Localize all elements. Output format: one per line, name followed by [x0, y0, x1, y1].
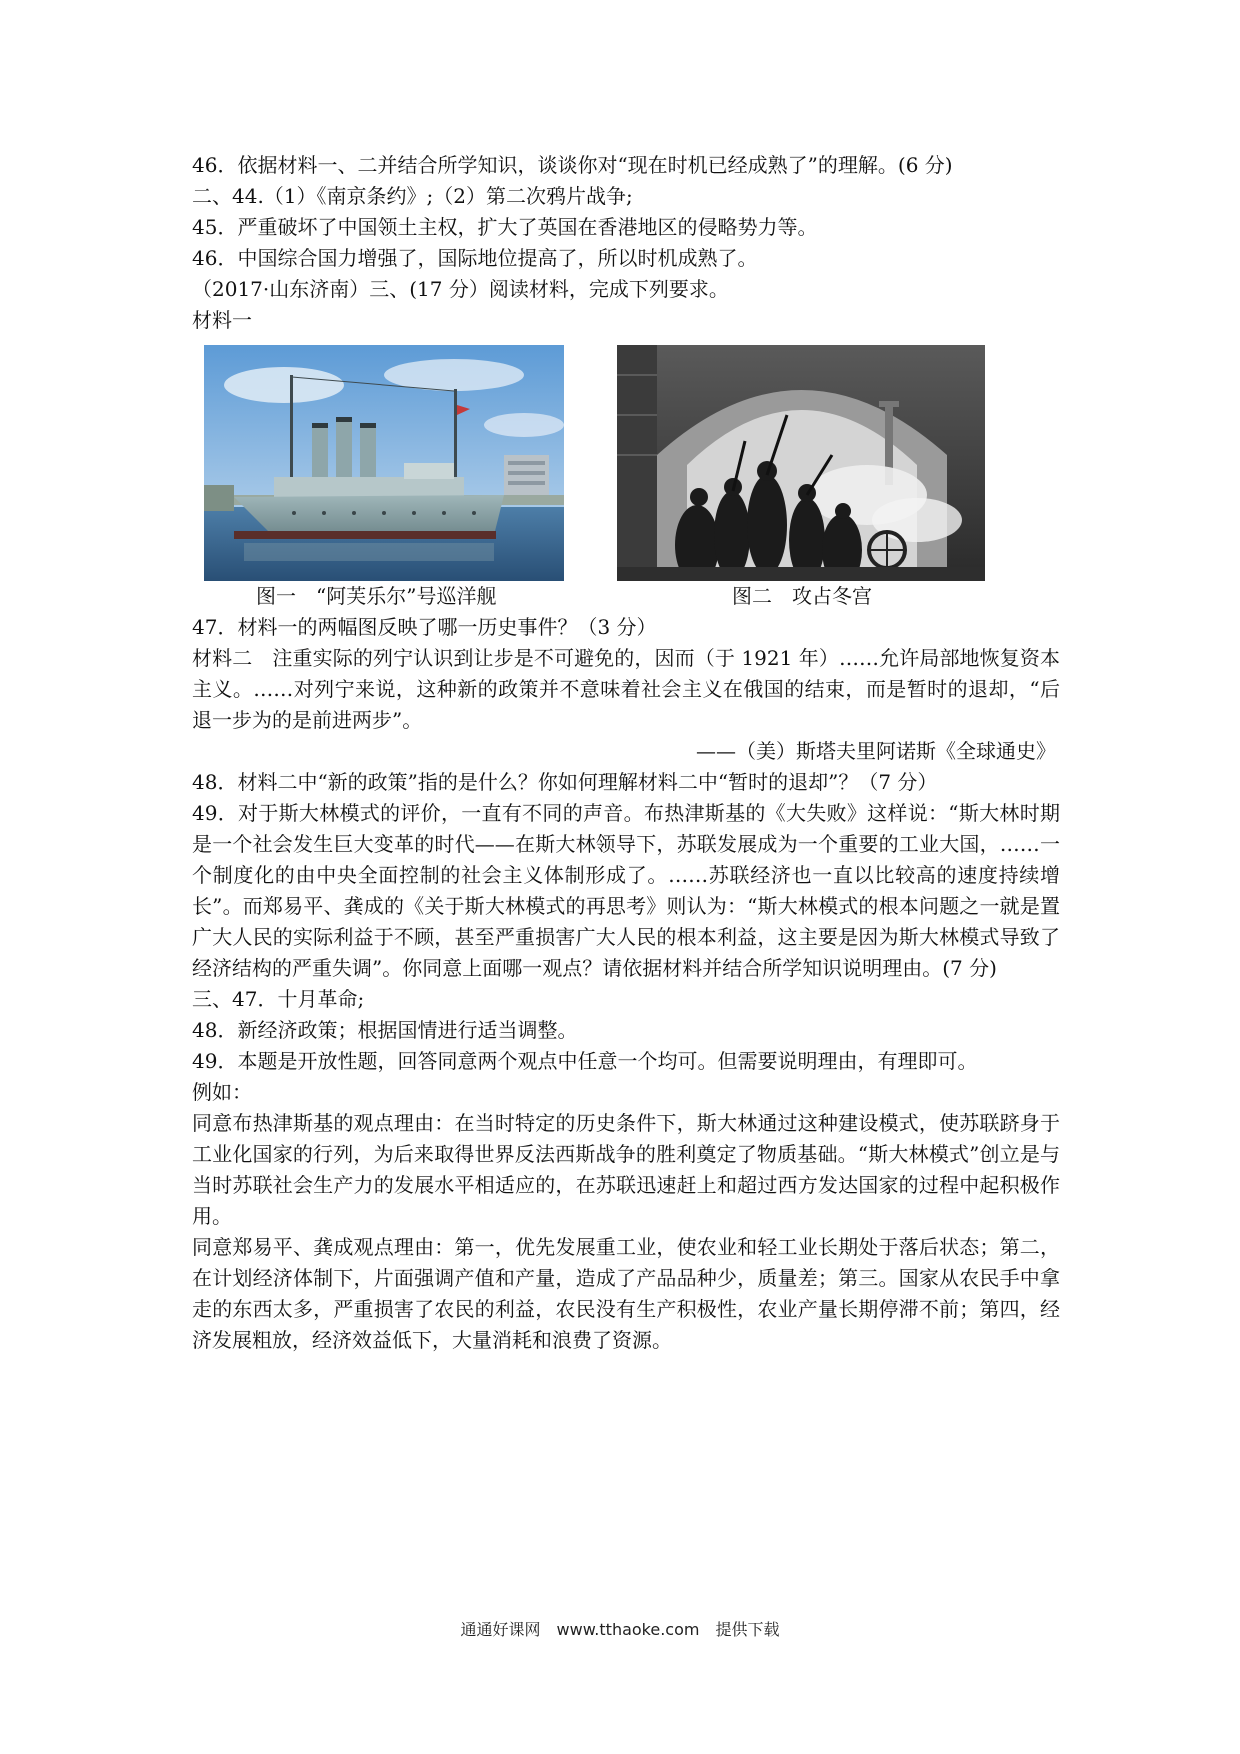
material-two: 材料二 注重实际的列宁认识到让步是不可避免的，因而（于 1921 年）……允许局部地恢复资本主义。……对列宁来说，这种新的政策并不意味着社会主义在俄国的结束，而是暂时的退却，“后退一步为的是前进两步”。 — [192, 646, 1060, 732]
question-49: 49．对于斯大林模式的评价，一直有不同的声音。布热津斯基的《大失败》这样说：“斯大林时期是一个社会发生巨大变革的时代——在斯大林领导下，苏联发展成为一个重要的工业大国，……一个制度化的由中央全面控制的社会主义体制形成了。……苏联经济也一直以比较高的速度持续增长”。而郑易平、龚成的《关于斯大林模式的再思考》则认为：“斯大林模式的根本问题之一就是置广大人民的实际利益于不顾，甚至严重损害广大人民的根本利益，这主要是因为斯大林模式导致了经济结构的严重失调”。你同意上面哪一观点？请依据材料并结合所学知识说明理由。(7 分) — [192, 801, 1060, 980]
figure-captions — [192, 581, 1060, 612]
question-48: 48．材料二中“新的政策”指的是什么？你如何理解材料二中“暂时的退却”？（7 分） — [192, 770, 938, 794]
answer-44: 二、44.（1）《南京条约》;（2）第二次鸦片战争; — [192, 184, 633, 208]
document-body — [192, 150, 1060, 1356]
aurora-cruiser-photo — [204, 345, 564, 581]
answer-45: 45．严重破坏了中国领土主权，扩大了英国在香港地区的侵略势力等。 — [192, 215, 818, 239]
answer-46: 46．中国综合国力增强了，国际地位提高了，所以时机成熟了。 — [192, 246, 758, 270]
answer-49: 49．本题是开放性题，回答同意两个观点中任意一个均可。但需要说明理由，有理即可。 — [192, 1049, 978, 1073]
figure-2-caption: 图二 攻占冬宫 — [732, 584, 872, 608]
material-one-label: 材料一 — [192, 308, 252, 332]
answer-view-one: 同意布热津斯基的观点理由：在当时特定的历史条件下，斯大林通过这种建设模式，使苏联跻身于工业化国家的行列，为后来取得世界反法西斯战争的胜利奠定了物质基础。“斯大林模式”创立是与当时苏联社会生产力的发展水平相适应的，在苏联迅速赶上和超过西方发达国家的过程中起积极作用。 — [192, 1111, 1060, 1228]
figure-1-caption: 图一 “阿芙乐尔”号巡洋舰 — [256, 584, 497, 608]
example-label: 例如： — [192, 1080, 252, 1104]
question-46: 46．依据材料一、二并结合所学知识，谈谈你对“现在时机已经成熟了”的理解。(6 分) — [192, 153, 953, 177]
answer-47: 三、47．十月革命; — [192, 987, 365, 1011]
answer-view-two: 同意郑易平、龚成观点理由：第一，优先发展重工业，使农业和轻工业长期处于落后状态；第二，在计划经济体制下，片面强调产值和产量，造成了产品品种少，质量差；第三。国家从农民手中拿走的东西太多，严重损害了农民的利益，农民没有生产积极性，农业产量长期停滞不前；第四，经济发展粗放，经济效益低下，大量消耗和浪费了资源。 — [192, 1235, 1060, 1352]
figure-row — [192, 345, 1060, 603]
page-footer: 通通好课网 www.tthaoke.com 提供下载 — [460, 1620, 780, 1639]
material-two-source: ——（美）斯塔夫里阿诺斯《全球通史》 — [696, 739, 1056, 763]
answer-48: 48．新经济政策；根据国情进行适当调整。 — [192, 1018, 578, 1042]
section-three-heading: （2017·山东济南）三、(17 分）阅读材料，完成下列要求。 — [192, 277, 729, 301]
question-47: 47．材料一的两幅图反映了哪一历史事件？（3 分） — [192, 615, 657, 639]
winter-palace-illustration — [617, 345, 985, 581]
